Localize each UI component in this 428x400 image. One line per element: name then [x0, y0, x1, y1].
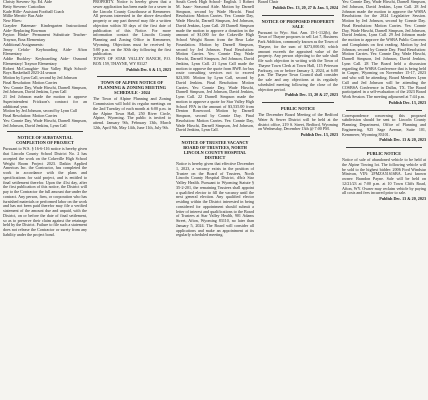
notice-body: PROPERTY. Notice is hereby given that a sewer application has been made for a sewer in the Lincoln County Courthouse at Kemmerer. All persons interested in the above described property or any part thereof may file a written objection within 30 days of the first date of publication of this Notice. For more information contact the Lincoln County Planning and Zoning Office in Kemmerer, Wyoming. Objections must be received by 5:00 p.m. on the 30th day following the first publication. [93, 0, 171, 57]
divider [180, 136, 250, 137]
notice-heading: TOWN OF ALPINE NOTICE OF PLANNING & ZONING MEETING SCHEDULE - 2024 [98, 80, 166, 96]
column-5 [341, 0, 427, 400]
signature-title: Board Chair [258, 0, 279, 4]
publish-date: Publish Dec. 6 & 13, 2023 [126, 66, 171, 72]
text-line: Robert McConaghie- Star Valley High School- Boys Basketball 2023-24 season [3, 65, 87, 76]
text-line: Yes: Connie Day, Wade Hirschi, Darnell Simpson, Jed Johnson, David Jenkins, Lynn Call [3, 84, 87, 95]
publish-date: Publish Dec. 13, 20, 27 & Jan. 3, 2024 [272, 4, 338, 10]
column-1 [2, 0, 88, 400]
text-line: Motion by Lynn Call, second by Jed Johnson [3, 75, 77, 80]
divider [346, 147, 422, 148]
column-2 [92, 0, 172, 400]
notice-body: Pursuant to Wyo. Stat. Ann. 15-1-112(b), the Town of Thayne proposes to sell Lot 7, Business Park Addition, commonly known as the Town of Thayne, for the sum of $273,000.00, which amount exceeds the appraised value of the property. Any person objecting to the sale shall file such objection in writing with the Town of Thayne Town Clerk at Town Hall, 115 Peterson Parkway, on or before January 3, 2024, at 6:00 p.m. The Thayne Town Council shall consider the sale and any objections at its regularly scheduled meeting following the close of the objection period. [258, 29, 338, 92]
divider [97, 76, 167, 77]
notice-heading: NOTICE OF TRUSTEE VACANCY BOARD OF TRUSTEES, NORTH LINCOLN COUNTY HOSPITAL DISTRICT [181, 140, 249, 160]
text-line: Kade Hille- Assistant Football Coach [3, 8, 65, 14]
text-line: Addie Buckley- Keyboarding Aide- Osmond Elementary/ Traynor Elementary [3, 56, 87, 66]
publish-date: Publish Dec. 13, 2023 [388, 99, 426, 105]
publish-date: Publish Dec. 13 & 20, 2023 [379, 137, 426, 143]
text-line: Additional Assignments: [3, 41, 44, 47]
text-line: Millie Merritt- Bus Aide [3, 13, 44, 19]
notice-heading: PUBLIC NOTICE [366, 151, 402, 156]
notice-heading: NOTICE OF SUBSTANTIAL COMPLETION OF PROJECT [16, 135, 74, 146]
text-line: Motion by Jed Johnson, second by Lynn Call [3, 108, 77, 114]
publish-date: Publish Dec. 13, 20 & 27, 2023 [285, 92, 338, 98]
notice-body: Notice of sale of abandoned vehicle to be held at the Alpine Towing lot. The following vehicle will be sold to the highest bidder: 2006 Ford Windstar Minivan, VIN: 2FMZA51616BA. Last known owner: Brandon Payne. Sale will be held on 12/21/23 at 7:00 p.m. at 10 Town Cliffs Road, Afton, WY. Owner may reclaim vehicle by paying all costs and fees incurred prior to sale. [342, 157, 426, 196]
text-line: Final Resolution: Motion Carries [3, 79, 58, 85]
contact-address: TOWN OF STAR VALLEY RANCH, P.O. BOX 159, THAYNE, WY 83127 [93, 56, 171, 66]
divider [262, 15, 334, 16]
column-3 [175, 0, 255, 400]
notice-body: Notice is hereby given that effective December 1, 2023, a vacancy exists in the position of Trustee on the Board of Trustees, North Lincoln County Hospital District, d/b/a Star Valley Health. Pursuant to Wyoming Statute § 35-2-201, the remaining Trustees shall appoint a qualified elector to fill the vacancy until the next general election. Any qualified elector residing within the District interested in being considered for appointment should submit a letter of interest and qualifications to the Board of Trustees at Star Valley Health, 901 Adams Street, Afton, Wyoming 83110, no later than January 5, 2024. The Board will consider all applications and make an appointment at its regularly scheduled meeting. [176, 161, 254, 238]
text-line: 21 Jed Johnson made the motion to approve Superintendent Frickson's contract for an additional year. [3, 94, 87, 109]
notice-body: South Creek High School- English. 1 Robert M. Isaac- Seasonal Aide. Motion by Darnell Simpson, second by Wade Hirschi. Final Resolution: Motion Carries. Yes: Connie Day, Wade Hirschi, Darnell Simpson, Jed Johnson, David Jenkins, Lynn Call. 20 Darnell Simpson made the motion to approve a donation in the amount of $1,000 for the Cokeville High School Weight Room from the Bear Lake Foundation. Motion by Darnell Simpson, second by Jed Johnson. Final Resolution: Motion Carries. Yes: Connie Day, Wade Hirschi, Darnell Simpson, Jed Johnson, David Jenkins, Lynn Call. 21 Lynn Call made the motion to approve the quote from BWE for bus route consulting services not to exceed $23,500. Motion by Lynn Call, second by David Jenkins. Final Resolution: Motion Carries. Yes: Connie Day, Wade Hirschi, Darnell Simpson, Jed Johnson, David Jenkins, Lynn Call. 22 Darnell Simpson made the motion to approve a quote for Star Valley High School FFA in the amount of $3,535.00 from Denton Rosewood. Motion by Darnell Simpson, second by Connie Day. Final Resolution: Motion Carries. Yes: Connie Day, Wade Hirschi, Darnell Simpson, Jed Johnson, David Jenkins, Lynn Call. [176, 0, 254, 133]
notice-heading: NOTICE OF PROPOSED PROPERTY SALE [261, 18, 335, 29]
text-line: Christy Stevens- Sp. Ed. Aide [3, 0, 52, 4]
publish-date: Publish Dec. 13, 2023 [300, 132, 338, 137]
notice-body: The Town of Alpine Planning and Zoning Commission will hold its regular meetings on the 2nd Tuesday of each month at 6:00 p.m. in the Alpine Town Hall, 250 River Circle, Alpine, Wyoming. The public is invited to attend. January 9th, February 13th, March 12th, April 9th, May 14th, June 11th, July 9th. [93, 96, 171, 130]
text-line: Jenny Cefalo- Keyboarding Aide- Afton Elementary [3, 46, 87, 57]
notice-body: Pursuant to W.S. § 16-6-116 notice is hereby given that Lincoln County School District No. 2 has accepted the work on the Cokeville High School Weight Room Project 2023. Daikin Applied Americas Inc. the Contractor, has completed the work in accordance with the plans and specifications for said project, and is entitled to final settlement therefor. Upon the 41st day, after the first publication of this notice, the District will pay to the Contractor the full amount due under the contract. Any person, firm, or corporation who has furnished materials or performed labor on the work and has not been paid therefor may file a verified statement of the amount due and unpaid, with the District, on or before the date of final settlement, so as to preserve their claim against the retainage held by the District. Failure to file such a statement does not release the Contractor or surety from any liability under the project bond. [3, 146, 88, 237]
divider [7, 131, 83, 132]
publish-date: Publish Dec. 13 & 20, 2023 [379, 196, 426, 201]
text-line: Payton Hinke- Permanent Substitute Teacher- Traynor, Etna Elementary [3, 32, 87, 42]
text-line: New Hires: [3, 18, 22, 23]
column-4 [257, 0, 339, 400]
text-line: Yes: Connie Day, Wade Hirschi, Darnell Simpson, Jed Johnson, David Jenkins, Lynn Call [3, 117, 87, 128]
divider [262, 102, 334, 103]
notice-body: Correspondence concerning this proposed subdivision should be sent to: Lincoln County Planning Department, Office of Planning and Engineering, 925 Sage Avenue, Suite 101, Kemmerer, Wyoming 83101. [342, 112, 426, 137]
notice-body: Yes: Connie Day, Wade Hirschi, Darnell Simpson, Jed Johnson, David Jenkins, Lynn Call. 28 Jed Johnson made the motion to approve the WSBA Resolutions for the 2024 Legislative Session. Motion by Jed Johnson, second by Connie Day. Final Resolution: Motion Carries. Yes: Connie Day, Wade Hirschi, Darnell Simpson, Jed Johnson, David Jenkins, Lynn Call. 29 Jed Johnson made the motion to approve the WSBA Public Concerns and Complaints on first reading. Motion by Jed Johnson, second by Connie Day. Final Resolution: Motion Carries. Yes: Connie Day, Wade Hirschi, Darnell Simpson, Jed Johnson, David Jenkins, Lynn Call. 28 The Board held a discussion regarding the WSBA Conference that is being held in Casper, Wyoming on November 15-17, 2023 and who will be attending. Board Members Lynn Call and Jed Johnson will be attending the COSBSA Conference in Dallas, TX. The Board participated in a self-evaluation of the 2023 Board Work Session. The meeting adjourned at 7:44 p.m. [342, 0, 426, 99]
notice-body: The December Board Meeting of the Bedford Water & Sewer District will be held at the district office, 219 S. Street, Bedford, Wyoming on Wednesday, December 13th @ 7:00 PM. [258, 112, 338, 132]
text-line: Betty Stevens- Custodian [3, 3, 45, 9]
divider [346, 110, 422, 111]
notice-heading: PUBLIC NOTICE [280, 106, 316, 111]
text-line: Final Resolution: Motion Carries [3, 113, 58, 118]
text-line: Graydee Bateman- Kindergarten Instructional Aide- Replacing Bowman [3, 22, 87, 33]
